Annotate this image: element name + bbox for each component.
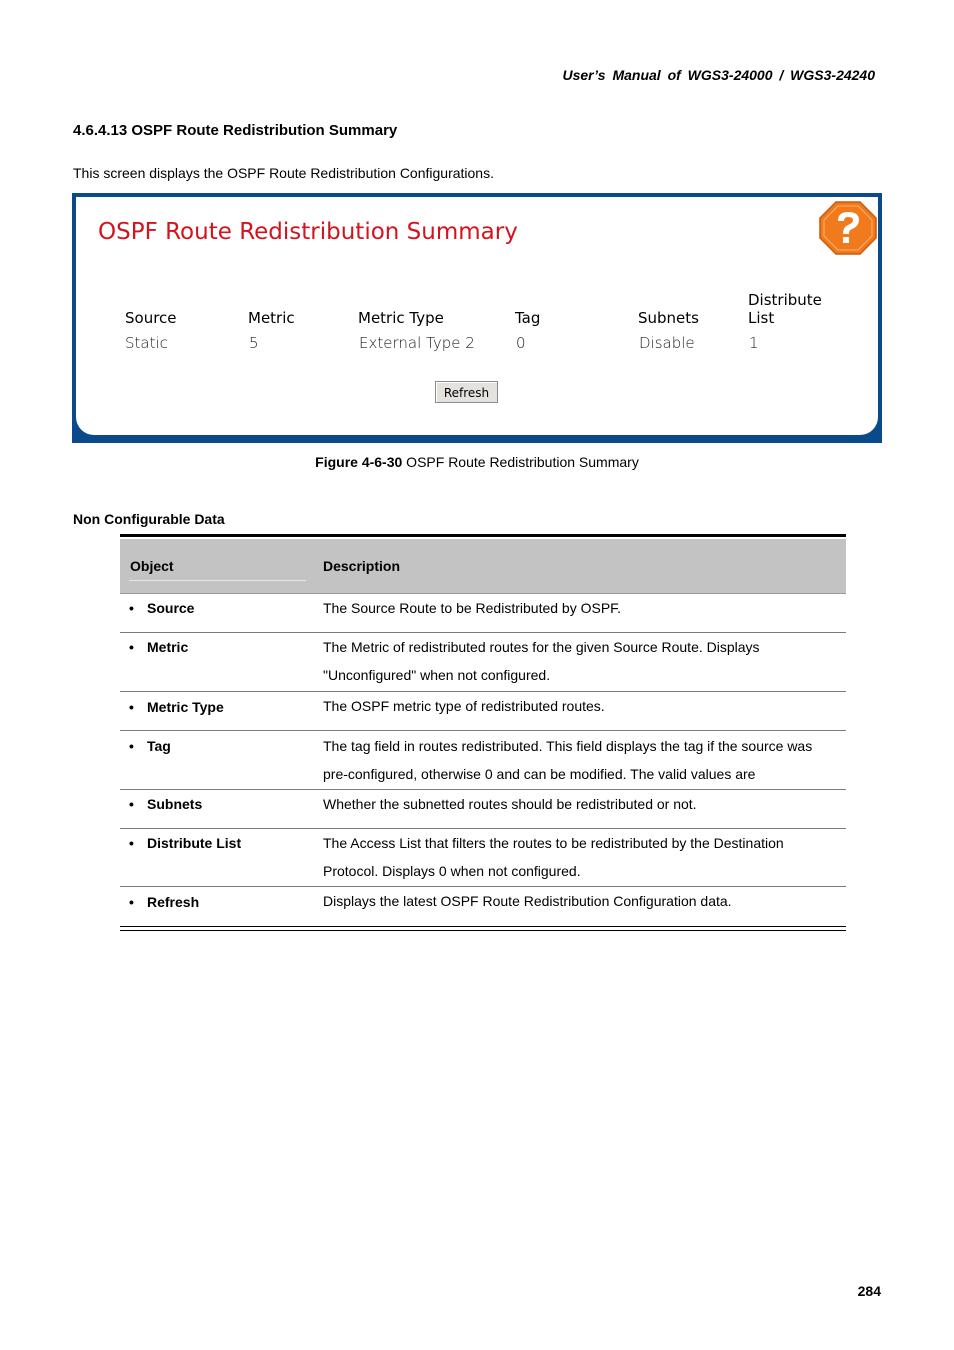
bullet-icon: •	[129, 639, 134, 655]
row-object	[129, 600, 194, 616]
row-object	[129, 796, 202, 812]
table-top-rule	[120, 534, 846, 537]
row-object-label: Refresh	[147, 894, 200, 910]
table-heading: Non Configurable Data	[73, 511, 225, 527]
cell-metric: 5	[249, 334, 259, 352]
row-object-label: Metric	[147, 639, 189, 655]
intro-text: This screen displays the OSPF Route Redistribution Configurations.	[73, 165, 494, 181]
figure-caption	[0, 454, 954, 470]
row-object	[129, 639, 188, 655]
bullet-icon: •	[129, 796, 134, 812]
row-description: Whether the subnetted routes should be redistributed or not.	[323, 796, 697, 812]
col-header-metric-type: Metric Type	[358, 309, 444, 327]
row-object	[129, 738, 171, 754]
ospf-summary-panel	[72, 193, 882, 443]
row-object	[129, 835, 241, 851]
row-description: Displays the latest OSPF Route Redistribution Configuration data.	[323, 893, 732, 909]
table-row	[120, 731, 846, 790]
col-header-distribute-list: Distribute List	[748, 291, 822, 327]
row-object-label: Tag	[147, 738, 171, 754]
cell-subnets: Disable	[639, 334, 695, 352]
row-description: The Metric of redistributed routes for the given Source Route. Displays "Unconfigured" when not configured.	[323, 639, 760, 683]
cell-tag: 0	[516, 334, 526, 352]
table-row	[120, 594, 846, 633]
col-header-tag: Tag	[515, 309, 541, 327]
header-object-cell	[129, 539, 306, 581]
bullet-icon: •	[129, 738, 134, 754]
header-description: Description	[323, 558, 401, 574]
row-object-label: Source	[147, 600, 195, 616]
table-row	[120, 829, 846, 887]
panel-content	[76, 197, 878, 435]
table-header	[120, 539, 846, 594]
panel-title: OSPF Route Redistribution Summary	[98, 219, 518, 245]
row-object-label: Distribute List	[147, 835, 242, 851]
manual-header: User’s Manual of WGS3-24000 / WGS3-24240	[562, 67, 875, 83]
row-description: The Access List that filters the routes to be redistributed by the Destination Protocol. Displays 0 when not configured.	[323, 835, 784, 879]
col-header-subnets: Subnets	[638, 309, 699, 327]
row-description: The Source Route to be Redistributed by OSPF.	[323, 600, 622, 616]
bullet-icon: •	[129, 600, 134, 616]
col-header-source: Source	[125, 309, 177, 327]
table-row	[120, 887, 846, 926]
section-title: 4.6.4.13 OSPF Route Redistribution Summary	[73, 122, 398, 139]
row-description: The tag field in routes redistributed. This field displays the tag if the source was pre-configured, otherwise 0 and can be modified. The valid values are	[323, 738, 813, 782]
table-row	[120, 790, 846, 829]
row-object	[129, 699, 224, 715]
row-object	[129, 894, 199, 910]
non-configurable-table	[120, 534, 846, 931]
cell-distribute-list: 1	[749, 334, 759, 352]
bullet-icon: •	[129, 699, 134, 715]
cell-source: Static	[125, 334, 168, 352]
cell-metric-type: External Type 2	[359, 334, 475, 352]
row-object-label: Subnets	[147, 796, 203, 812]
help-icon[interactable]	[816, 200, 880, 256]
bullet-icon: •	[129, 894, 134, 910]
table-bottom-rule	[120, 926, 846, 931]
refresh-button[interactable]: Refresh	[435, 381, 498, 403]
row-description: The OSPF metric type of redistributed routes.	[323, 698, 605, 714]
table-row	[120, 633, 846, 692]
bullet-icon: •	[129, 835, 134, 851]
figure-text: OSPF Route Redistribution Summary	[402, 454, 639, 470]
page-number: 284	[857, 1283, 881, 1299]
col-header-metric: Metric	[248, 309, 295, 327]
table-row	[120, 692, 846, 731]
figure-label: Figure 4-6-30	[315, 454, 403, 470]
header-object: Object	[130, 558, 174, 574]
row-object-label: Metric Type	[147, 699, 224, 715]
